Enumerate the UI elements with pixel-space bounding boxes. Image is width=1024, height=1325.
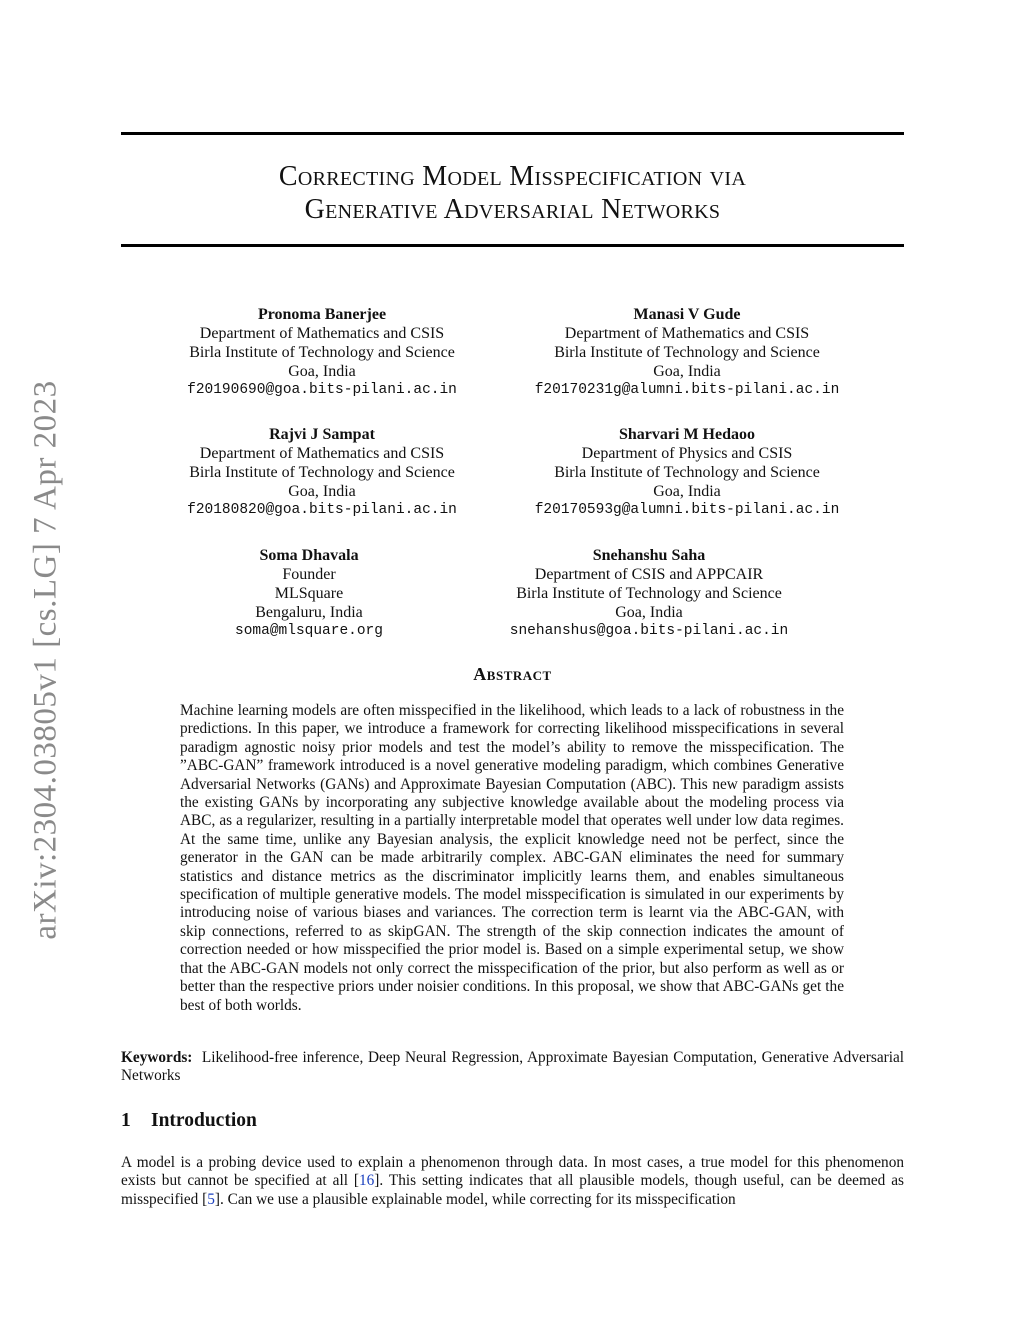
paper-title: [121, 160, 904, 226]
abstract-text: Machine learning models are often misspecified in the likelihood, which leads to a lack of robustness in the predictions. In this paper, we introduce a framework for correcting likelihood misspecifications in several paradigm agnostic noisy prior models and test the model’s ability to remove the misspecification. The ”ABC-GAN” framework introduced is a novel generative modeling paradigm, which combines Generative Adversarial Networks (GANs) and Approximate Bayesian Computation (ABC). This new paradigm assists the existing GANs by incorporating any subjective knowledge available about the modeling process via ABC, as a regularizer, resulting in a partially interpretable model that operates well under low data regimes. At the same time, unlike any Bayesian analysis, the explicit knowledge need not be perfect, since the generator in the GAN can be made arbitrarily complex. ABC-GAN eliminates the need for summary statistics and distance metrics as the discriminator implicitly learns them, and enables simultaneous specification of multiple generative models. The model misspecification is simulated in our experiments by introducing noise of various biases and variances. The correction term is learnt via the ABC-GAN, with skip connections, referred to as skipGAN. The strength of the skip connection indicates the amount of correction needed or how misspecified the prior model is. Based on a simple experimental setup, we show that the ABC-GAN models not only correct the misspecification of the prior, but also perform as well as or better than the respective priors under noisier conditions. In this proposal, we show that ABC-GANs get the best of both worlds.: [180, 702, 844, 1014]
author-institution: Birla Institute of Technology and Science: [189, 344, 455, 361]
author-block: [449, 546, 849, 641]
author-location: Goa, India: [653, 363, 721, 380]
section-number: 1: [121, 1110, 131, 1131]
author-email[interactable]: f20170593g@alumni.bits-pilani.ac.in: [534, 502, 840, 518]
author-block: [487, 425, 887, 520]
author-name: Snehanshu Saha: [592, 547, 706, 564]
intro-text-2: ]. This setting indicates that all plausible models, though useful, can be deemed as misspecified [: [121, 1172, 904, 1208]
intro-paragraph: [121, 1154, 904, 1209]
author-affiliation: Department of Mathematics and CSIS: [564, 325, 810, 342]
author-block: [487, 305, 887, 400]
author-affiliation: Department of Mathematics and CSIS: [199, 325, 445, 342]
author-location: Bengaluru, India: [255, 604, 363, 621]
section-heading: [121, 1110, 257, 1132]
author-affiliation: Department of Physics and CSIS: [581, 445, 793, 462]
abstract-heading: Abstract: [473, 664, 552, 684]
author-institution: Birla Institute of Technology and Science: [516, 585, 782, 602]
author-name: Rajvi J Sampat: [269, 426, 375, 443]
section-title: Introduction: [151, 1110, 257, 1131]
author-block: [122, 425, 522, 520]
top-rule: [121, 132, 904, 135]
intro-text-1: A model is a probing device used to explain a phenomenon through data. In most cases, a true model for this phenomenon exists but cannot be specified at all [: [121, 1154, 904, 1190]
author-block: [122, 305, 522, 400]
author-affiliation: Department of Mathematics and CSIS: [199, 445, 445, 462]
citation-link[interactable]: 5: [207, 1190, 215, 1208]
author-institution: Birla Institute of Technology and Science: [189, 464, 455, 481]
citation-link[interactable]: 16: [359, 1172, 375, 1190]
intro-text-3: ]. Can we use a plausible explainable model, while correcting for its misspecification: [214, 1190, 736, 1208]
author-institution: Birla Institute of Technology and Science: [554, 464, 820, 481]
author-location: Goa, India: [288, 483, 356, 500]
author-email[interactable]: f20170231g@alumni.bits-pilani.ac.in: [534, 382, 840, 398]
title-line-1: Correcting Model Misspecification via: [278, 161, 747, 192]
author-institution: MLSquare: [274, 585, 344, 602]
keywords-text: Likelihood-free inference, Deep Neural Regression, Approximate Bayesian Computation, Generative Adversarial Networks: [121, 1049, 904, 1085]
author-name: Soma Dhavala: [259, 547, 359, 564]
author-email[interactable]: soma@mlsquare.org: [235, 623, 383, 639]
author-name: Pronoma Banerjee: [257, 306, 387, 323]
author-affiliation: Department of CSIS and APPCAIR: [534, 566, 764, 583]
author-name: Manasi V Gude: [633, 306, 741, 323]
author-institution: Birla Institute of Technology and Science: [554, 344, 820, 361]
author-name: Sharvari M Hedaoo: [619, 426, 755, 443]
author-email[interactable]: f20180820@goa.bits-pilani.ac.in: [187, 502, 457, 518]
author-email[interactable]: f20190690@goa.bits-pilani.ac.in: [187, 382, 457, 398]
bottom-rule: [121, 244, 904, 247]
keywords-label: Keywords:: [121, 1049, 193, 1066]
author-location: Goa, India: [615, 604, 683, 621]
author-email[interactable]: snehanshus@goa.bits-pilani.ac.in: [509, 623, 789, 639]
author-affiliation: Founder: [282, 566, 336, 583]
author-location: Goa, India: [653, 483, 721, 500]
keywords: [121, 1049, 904, 1086]
arxiv-identifier: arXiv:2304.03805v1 [cs.LG] 7 Apr 2023: [27, 380, 64, 940]
title-line-2: Generative Adversarial Networks: [304, 194, 721, 225]
author-location: Goa, India: [288, 363, 356, 380]
